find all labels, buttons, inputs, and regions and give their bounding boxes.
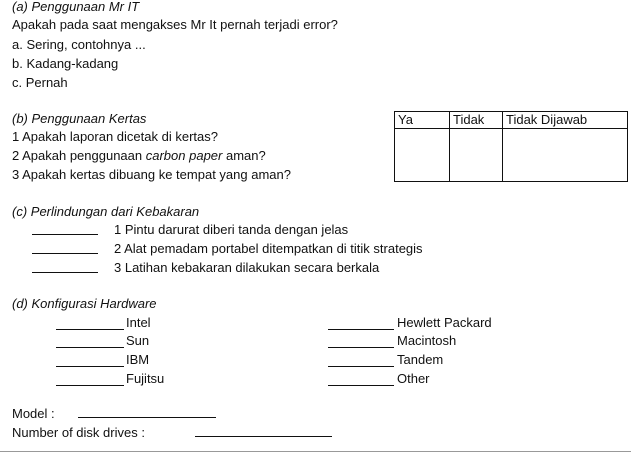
section-c-blank-1[interactable]	[32, 234, 98, 235]
section-b-title: (b) Penggunaan Kertas	[12, 111, 147, 126]
hw-item-tandem: Tandem	[397, 352, 444, 367]
section-b-question-1: 1 Apakah laporan dicetak di kertas?	[12, 129, 218, 144]
section-a-title: (a) Penggunaan Mr IT	[12, 0, 140, 14]
answer-cell-ya[interactable]	[395, 129, 450, 182]
answer-table-header-row	[395, 112, 628, 129]
section-c-title: (c) Perlindungan dari Kebakaran	[12, 204, 200, 219]
hw-item-hewlett-packard: Hewlett Packard	[397, 315, 492, 330]
answer-cell-tidak-dijawab[interactable]	[503, 129, 628, 182]
disk-drives-label: Number of disk drives :	[12, 425, 145, 440]
disk-drives-blank[interactable]	[195, 436, 332, 437]
hw-blank-macintosh[interactable]	[328, 347, 394, 348]
header-tidak: Tidak	[450, 112, 503, 129]
section-c-item-3: 3 Latihan kebakaran dilakukan secara berkala	[114, 260, 380, 275]
hw-blank-hewlett-packard[interactable]	[328, 329, 394, 330]
hw-blank-sun[interactable]	[56, 347, 124, 348]
section-a-option-b: b. Kadang-kadang	[12, 56, 119, 71]
section-c-blank-2[interactable]	[32, 253, 98, 254]
hw-item-other: Other	[397, 371, 430, 386]
hw-blank-ibm[interactable]	[56, 366, 124, 367]
answer-table-row	[395, 129, 628, 182]
section-d-title: (d) Konfigurasi Hardware	[12, 296, 157, 311]
hw-item-ibm: IBM	[126, 352, 150, 367]
hw-blank-fujitsu[interactable]	[56, 385, 124, 386]
hw-blank-intel[interactable]	[56, 329, 124, 330]
header-ya: Ya	[395, 112, 450, 129]
model-label: Model :	[12, 406, 55, 421]
hw-item-fujitsu: Fujitsu	[126, 371, 165, 386]
section-b-question-2-prefix: 2 Apakah penggunaan	[12, 148, 146, 163]
answer-cell-tidak[interactable]	[450, 129, 503, 182]
section-b-question-3: 3 Apakah kertas dibuang ke tempat yang aman?	[12, 167, 291, 182]
section-a-question: Apakah pada saat mengakses Mr It pernah terjadi error?	[12, 17, 338, 32]
hw-item-sun: Sun	[126, 333, 150, 348]
header-tidak-dijawab: Tidak Dijawab	[503, 112, 628, 129]
hw-blank-tandem[interactable]	[328, 366, 394, 367]
hw-item-macintosh: Macintosh	[397, 333, 457, 348]
section-c-item-1: 1 Pintu darurat diberi tanda dengan jelas	[114, 222, 349, 237]
hw-blank-other[interactable]	[328, 385, 394, 386]
section-b-question-2-italic: carbon paper	[145, 148, 223, 163]
answer-table	[394, 111, 628, 182]
section-b-question-2	[12, 148, 266, 164]
page-bottom-divider	[0, 451, 631, 452]
section-b-question-2-suffix: aman?	[222, 148, 266, 163]
section-c-blank-3[interactable]	[32, 272, 98, 273]
hw-item-intel: Intel	[126, 315, 151, 330]
section-c-item-2: 2 Alat pemadam portabel ditempatkan di titik strategis	[114, 241, 423, 256]
section-a-option-a: a. Sering, contohnya ...	[12, 37, 146, 52]
section-a-option-c: c. Pernah	[12, 75, 68, 90]
model-blank[interactable]	[78, 417, 216, 418]
